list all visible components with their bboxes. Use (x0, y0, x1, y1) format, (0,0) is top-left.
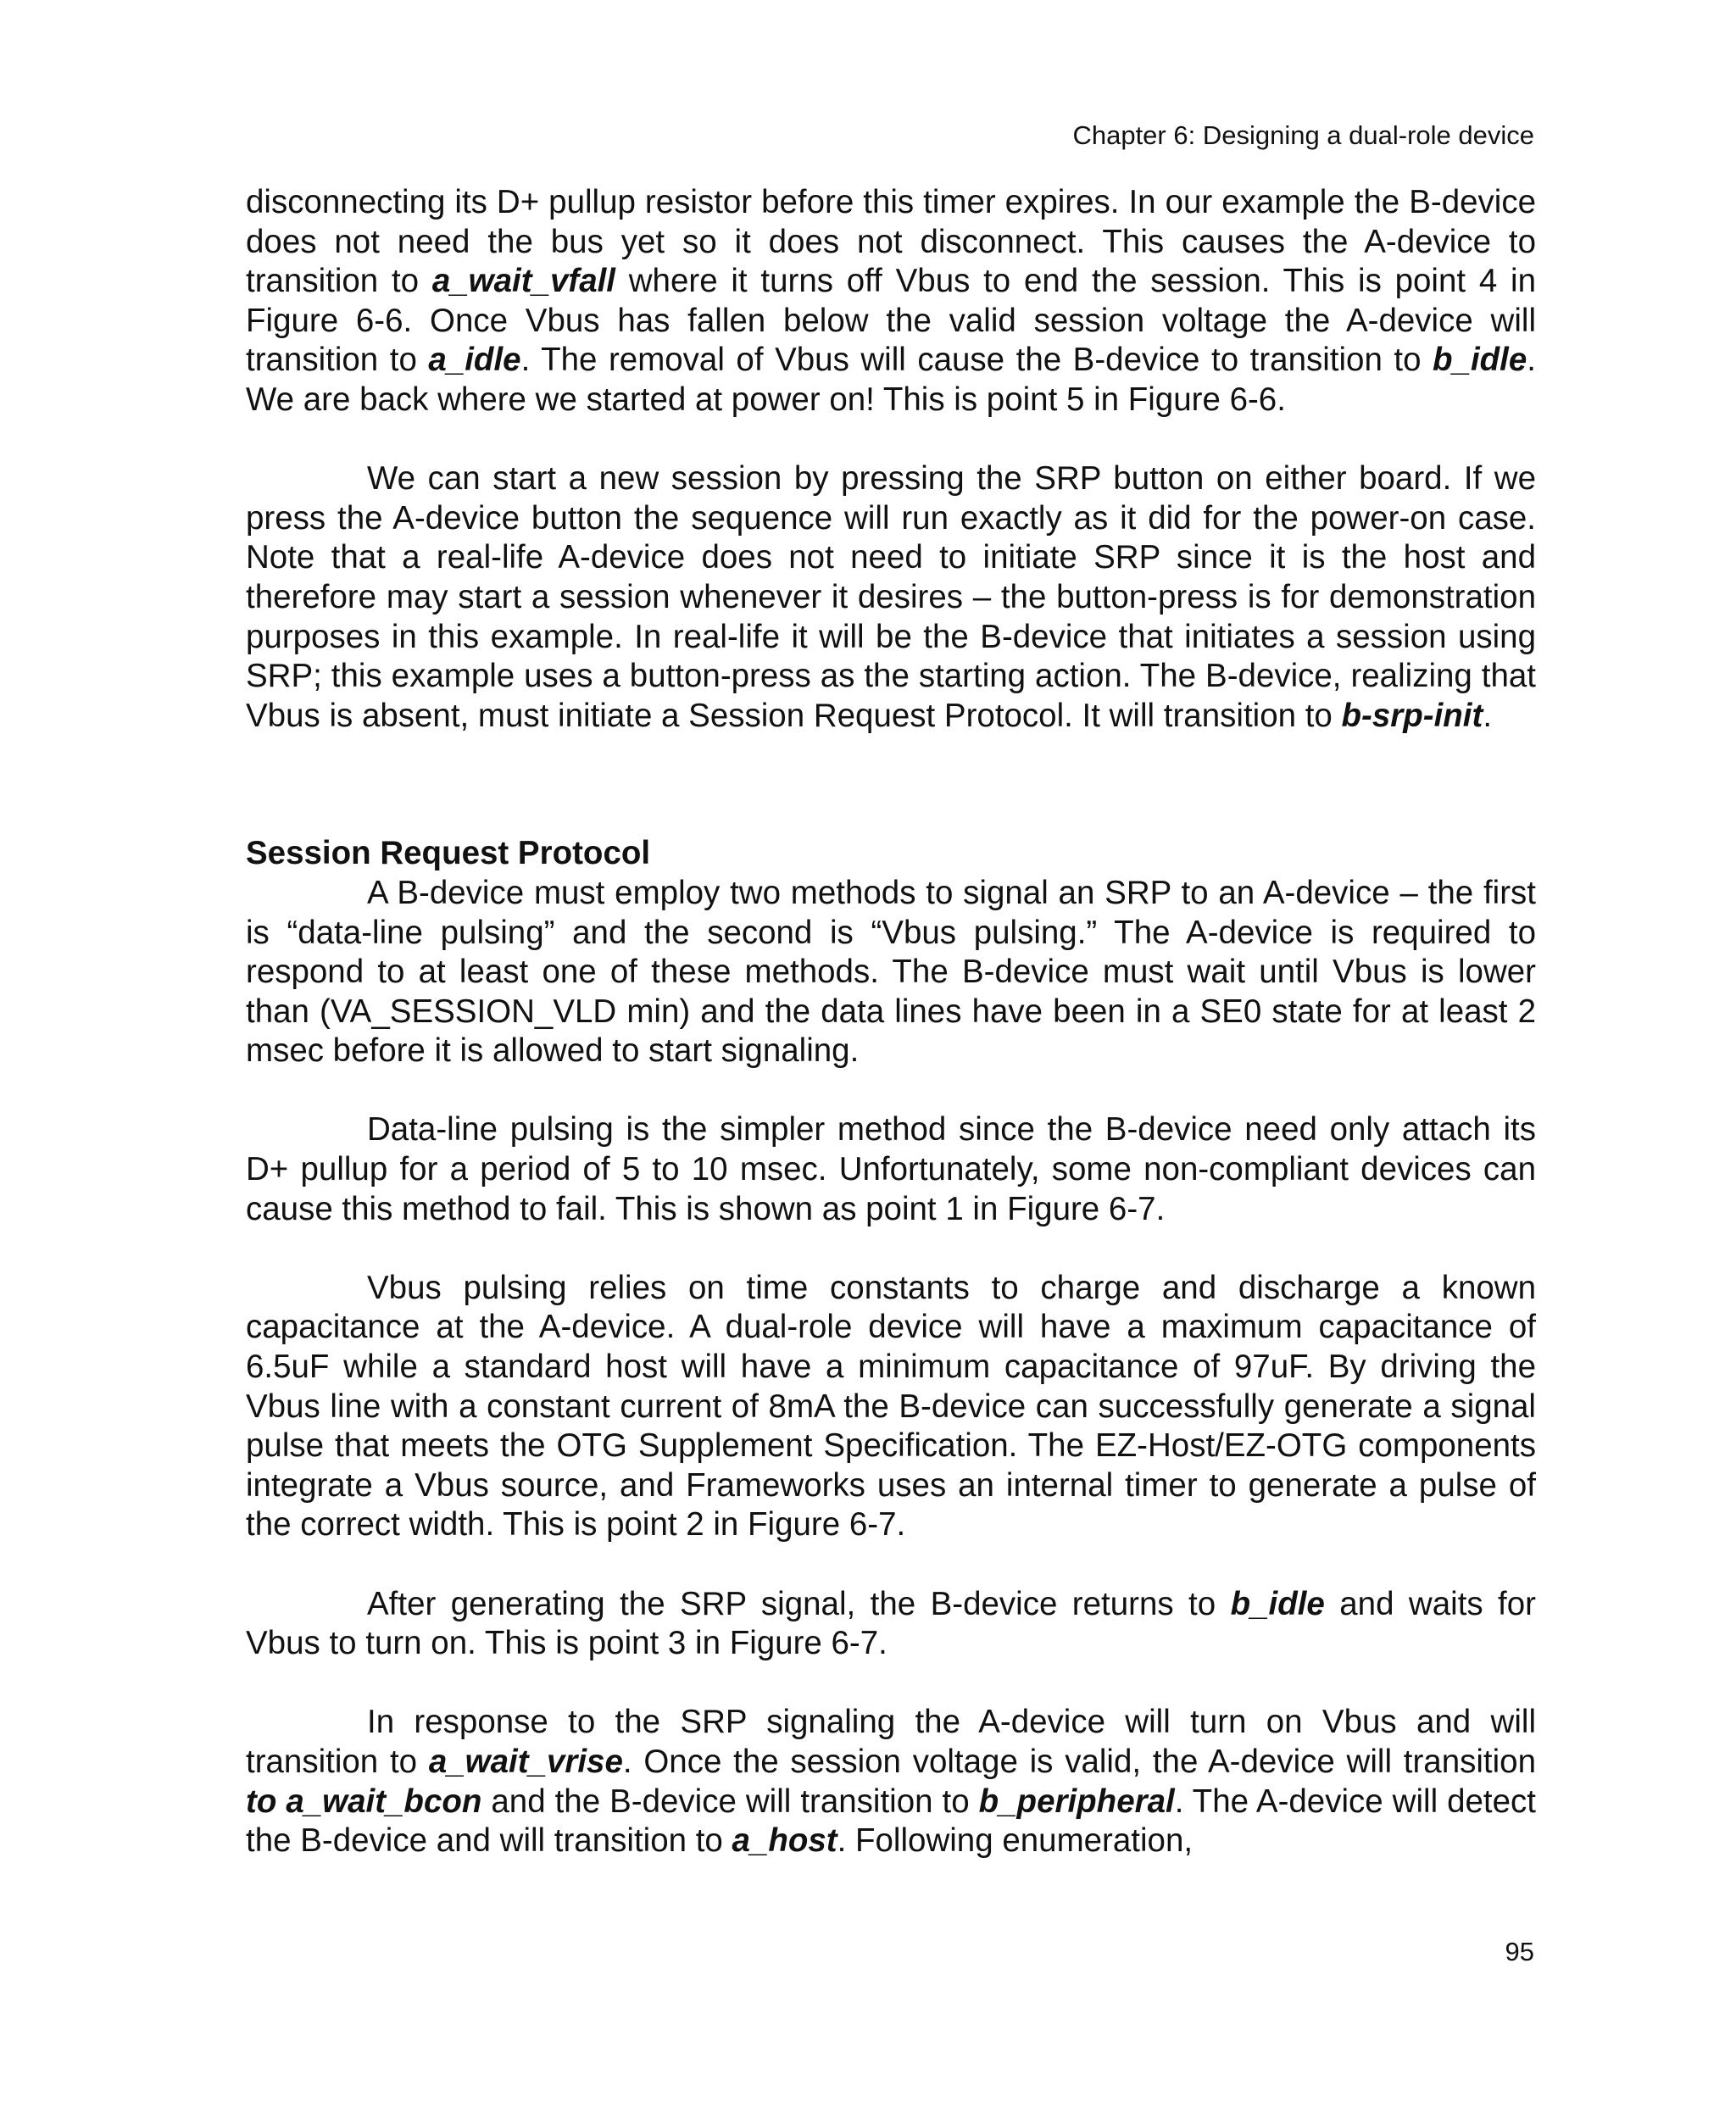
text-run: In response to the SRP signaling the A-device will turn on Vbus and will transition to (246, 1704, 1536, 1780)
text-run: . We are back where we started at power on! This is point 5 in Figure 6-6. (246, 342, 1536, 418)
paragraph-spacer (246, 1545, 1536, 1585)
text-run: . The removal of Vbus will cause the B-device to transition to (520, 342, 1433, 379)
state-term: a_wait_vfall (431, 263, 615, 300)
paragraph-vbus-pulsing: Vbus pulsing relies on time constants to charge and discharge a known capacitance at the A-device. A dual-role device will have a maximum capacitance of 6.5uF while a standard host will have a minimum capacitance of 97uF. By driving the Vbus line with a constant current of 8mA the B-device can successfully generate a signal pulse that meets the OTG Supplement Specification. The EZ-Host/EZ-OTG components integrate a Vbus source, and Frameworks uses an internal timer to generate a pulse of the correct width. This is point 2 in Figure 6-7. (246, 1269, 1536, 1543)
state-term: a_idle (428, 342, 521, 379)
text-run: and the B-device will transition to (481, 1783, 979, 1820)
paragraph-timer-expiry (246, 183, 1536, 420)
text-run: where it turns off Vbus to end the session. This is point 4 in Figure 6-6. Once Vbus has fallen below the valid session voltage the A-device will transition to (246, 263, 1536, 379)
page-number: 95 (1505, 1937, 1534, 1966)
paragraph-srp-methods: A B-device must employ two methods to signal an SRP to an A-device – the first is “data-line pulsing” and the second is “Vbus pulsing.” The A-device is required to respond to at least one of these methods. The B-device must wait until Vbus is lower than (VA_SESSION_VLD min) and the data lines have been in a SE0 state for at least 2 msec before it is allowed to start signaling. (246, 874, 1536, 1070)
state-term: a_wait_vrise (428, 1743, 623, 1780)
paragraph-spacer (246, 1664, 1536, 1704)
text-run: We can start a new session by pressing the SRP button on either board. If we press the A-device button the sequence will run exactly as it did for the power-on case. Note that a real-life A-device does not need to initiate SRP since it is the host and therefore may start a session whenever it desires – the button-press is for demonstration purposes in this example. In real-life it will be the B-device that initiates a session using SRP; this example uses a button-press as the starting action. The B-device, realizing that Vbus is absent, must initiate a Session Request Protocol. It will transition to (246, 460, 1536, 734)
paragraph-new-session (246, 459, 1536, 736)
paragraph-spacer (246, 1229, 1536, 1269)
text-run: . (1483, 697, 1493, 734)
paragraph-data-line-pulsing: Data-line pulsing is the simpler method since the B-device need only attach its D+ pullup for a period of 5 to 10 msec. Unfortunately, some non-compliant devices can cause this method to fail. This is shown as point 1 in Figure 6-7. (246, 1111, 1536, 1227)
section-spacer (246, 736, 1536, 834)
text-run: disconnecting its D+ pullup resistor before this timer expires. In our example the B-device does not need the bus yet so it does not disconnect. This causes the A-device to transition to (246, 184, 1536, 300)
text-run: After generating the SRP signal, the B-device returns to (367, 1585, 1231, 1622)
text-run: . The A-device will detect the B-device and will transition to (246, 1783, 1536, 1860)
paragraph-srp-response (246, 1703, 1536, 1860)
running-header: Chapter 6: Designing a dual-role device (1072, 120, 1534, 150)
paragraph-spacer (246, 420, 1536, 460)
paragraph-spacer (246, 1071, 1536, 1111)
paragraph-after-srp (246, 1585, 1536, 1664)
state-term: b-srp-init (1341, 697, 1483, 734)
state-term: a_host (732, 1822, 837, 1860)
text-run: . Following enumeration, (837, 1822, 1194, 1860)
page-body (246, 183, 1536, 1861)
section-heading: Session Request Protocol (246, 835, 651, 872)
state-term: b_peripheral (978, 1783, 1175, 1820)
text-run: and waits for Vbus to turn on. This is point 3 in Figure 6-7. (246, 1585, 1536, 1662)
text-run: . Once the session voltage is valid, the A-device will transition (622, 1743, 1536, 1780)
state-term: b_idle (1433, 342, 1527, 379)
state-term: b_idle (1230, 1585, 1325, 1622)
state-term: to a_wait_bcon (246, 1783, 482, 1820)
